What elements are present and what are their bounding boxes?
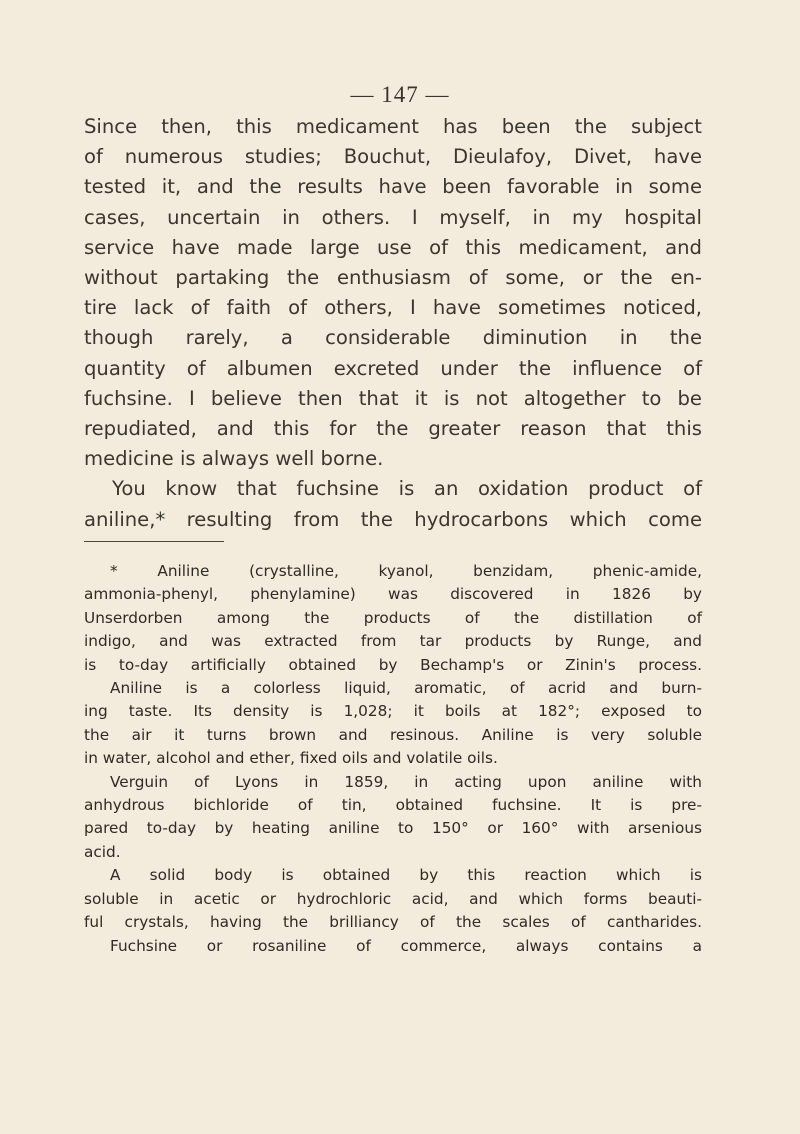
body-text — [84, 112, 702, 535]
footnote-line: ammonia-phenyl, phenylamine) was discovered in 1826 by — [84, 585, 702, 604]
footnote-line: the air it turns brown and resinous. Aniline is very soluble — [84, 725, 702, 744]
body-line: tire lack of faith of others, I have sometimes noticed, — [84, 296, 702, 320]
body-line: Since then, this medicament has been the subject — [84, 115, 702, 138]
body-line: tested it, and the results have been favorable in some — [84, 175, 702, 199]
footnote-line: ful crystals, having the brilliancy of the scales of cantharides. — [84, 913, 702, 932]
footnote-line: A solid body is obtained by this reaction which is — [110, 866, 702, 885]
footnote-divider — [84, 541, 224, 542]
footnote-line: indigo, and was extracted from tar products by Runge, and — [84, 632, 702, 651]
footnote-line: Unserdorben among the products of the distillation of — [84, 608, 702, 627]
body-line: quantity of albumen excreted under the influence of — [84, 356, 702, 380]
footnote-line: pared to-day by heating aniline to 150° or 160° with arsenious — [84, 819, 702, 838]
footnote-line: * Aniline (crystalline, kyanol, benzidam, phenic-amide, — [110, 562, 702, 580]
footnote-line: acid. — [84, 842, 121, 861]
body-line: of numerous studies; Bouchut, Dieulafoy, Divet, have — [84, 145, 702, 169]
footnote-line: Aniline is a colorless liquid, aromatic, of acrid and burn- — [110, 679, 702, 698]
body-line: repudiated, and this for the greater reason that this — [84, 417, 702, 441]
footnote-line: in water, alcohol and ether, fixed oils and volatile oils. — [84, 749, 498, 768]
body-line: medicine is always well borne. — [84, 447, 384, 471]
body-line: service have made large use of this medicament, and — [84, 235, 702, 259]
footnote-line: anhydrous bichloride of tin, obtained fuchsine. It is pre- — [84, 796, 702, 815]
body-line: without partaking the enthusiasm of some, or the en- — [84, 266, 702, 290]
footnote-line: Verguin of Lyons in 1859, in acting upon aniline with — [110, 772, 702, 791]
footnote-line: is to-day artificially obtained by Bechamp's or Zinin's process. — [84, 655, 702, 674]
footnote-line: Fuchsine or rosaniline of commerce, always contains a — [110, 936, 702, 955]
body-line: You know that fuchsine is an oxidation product of — [112, 477, 702, 501]
footnote-line: ing taste. Its density is 1,028; it boils at 182°; exposed to — [84, 702, 702, 721]
page-number: — 147 — — [350, 82, 450, 107]
body-line: cases, uncertain in others. I myself, in my hospital — [84, 205, 702, 229]
body-line: though rarely, a considerable diminution in the — [84, 326, 702, 350]
footnote-line: soluble in acetic or hydrochloric acid, and which forms beauti- — [84, 889, 702, 908]
footnote — [84, 560, 702, 958]
body-line: aniline,* resulting from the hydrocarbons which come — [84, 507, 702, 531]
body-line: fuchsine. I believe then that it is not altogether to be — [84, 386, 702, 410]
